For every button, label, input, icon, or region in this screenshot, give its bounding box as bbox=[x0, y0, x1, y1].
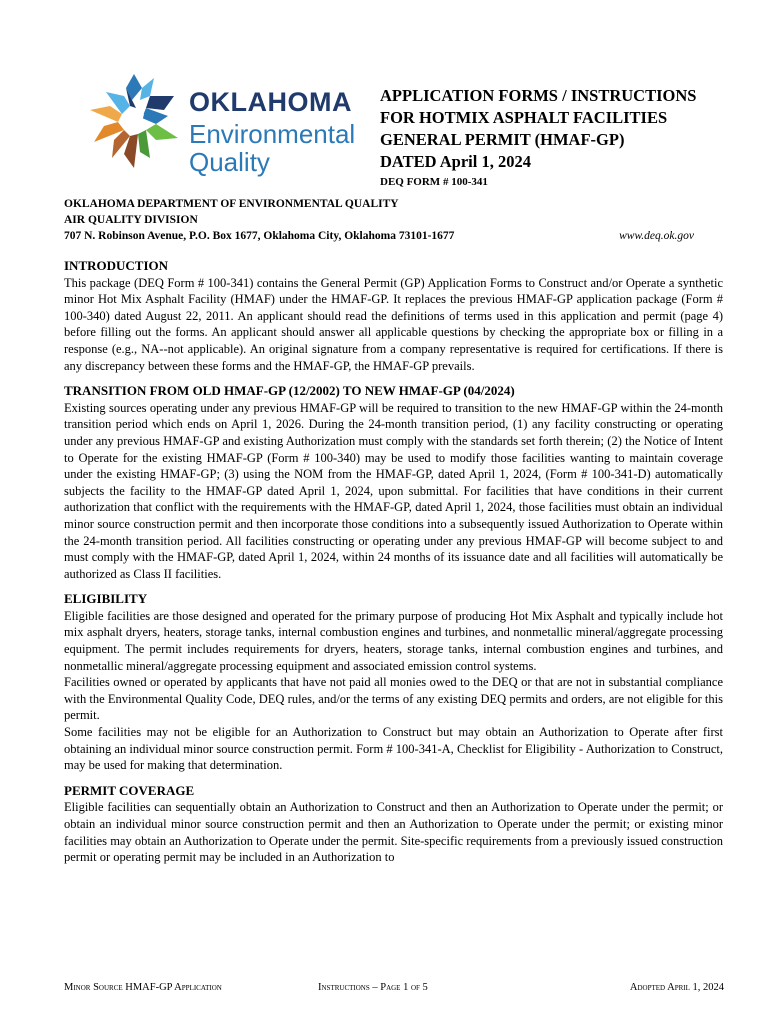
section-paragraph: Some facilities may not be eligible for an Authorization to Construct but may obtain an Authorization to Operate after first obtaining an individual minor source construction permit. Form # 100-341-A, Checklist for Eligibility - Authorization to Construct, may be used for making that determination. bbox=[64, 725, 723, 773]
agency-block bbox=[64, 196, 694, 244]
footer-page-number: Instructions – Page 1 of 5 bbox=[318, 982, 428, 993]
agency-division: AIR QUALITY DIVISION bbox=[64, 214, 198, 226]
title-line-1: APPLICATION FORMS / INSTRUCTIONS bbox=[380, 86, 697, 105]
form-number: DEQ FORM # 100-341 bbox=[380, 176, 488, 188]
section-introduction bbox=[64, 258, 723, 374]
agency-website-link[interactable]: www.deq.ok.gov bbox=[619, 230, 694, 242]
title-line-2: FOR HOTMIX ASPHALT FACILITIES bbox=[380, 108, 668, 127]
title-line-3: GENERAL PERMIT (HMAF-GP) bbox=[380, 130, 625, 149]
agency-address: 707 N. Robinson Avenue, P.O. Box 1677, Oklahoma City, Oklahoma 73101-1677 bbox=[64, 230, 455, 242]
footer-left: Minor Source HMAF-GP Application bbox=[64, 982, 222, 993]
section-heading: ELIGIBILITY bbox=[64, 591, 148, 607]
section-permit-coverage bbox=[64, 783, 723, 866]
section-heading: TRANSITION FROM OLD HMAF-GP (12/2002) TO NEW HMAF-GP (04/2024) bbox=[64, 383, 515, 399]
document-body bbox=[64, 258, 723, 875]
section-paragraph: Facilities owned or operated by applicants that have not paid all monies owed to the DEQ or that are not in substantial compliance with the Environmental Quality Code, DEQ rules, and/or the terms of any existing DEQ permits and orders, are not eligible for this permit. bbox=[64, 675, 723, 723]
section-paragraph: Eligible facilities are those designed and operated for the primary purpose of producing Hot Mix Asphalt and typically include hot mix asphalt dryers, heaters, storage tanks, internal combustion engines and turbines, and nonmetallic mineral/aggregate processing equipment. The permit includes requirements for dryers, heaters, storage tanks, internal combustion engines and turbines, and nonmetallic mineral/aggregate processing equipment and associated emission control systems. bbox=[64, 608, 723, 673]
title-line-4: DATED April 1, 2024 bbox=[380, 152, 531, 171]
logo-oklahoma: OKLAHOMA bbox=[189, 87, 352, 117]
deq-logo bbox=[84, 74, 384, 176]
agency-name: OKLAHOMA DEPARTMENT OF ENVIRONMENTAL QUALITY bbox=[64, 198, 399, 210]
section-paragraph: Eligible facilities can sequentially obtain an Authorization to Construct and then an Authorization to Operate under the permit; or obtain an individual minor source construction permit and then an Authorization to Operate under the permit; or existing minor facilities may obtain an Authorization to Operate under the permit. Site-specific requirements from a previously issued construction permit or operating permit may be included in an Authorization to bbox=[64, 800, 723, 865]
section-paragraph: This package (DEQ Form # 100-341) contains the General Permit (GP) Application Forms to Construct and/or Operate a synthetic minor Hot Mix Asphalt Facility (HMAF) under the HMAF-GP. It replaces the previous HMAF-GP application package (Form # 100-340) dated August 22, 2011. An applicant should read the definitions of terms used in this application and permit (page 4) before filling out the forms. An applicant should answer all applicable questions by checking the appropriate box or filling in a response (e.g., NA--not applicable). An original signature from a company representative is required for certifications. If there is any discrepancy between these forms and the HMAF-GP, the HMAF-GP prevails. bbox=[64, 275, 723, 373]
logo-environmental: Environmental bbox=[189, 119, 356, 149]
document-title bbox=[380, 85, 740, 188]
section-paragraph: Existing sources operating under any previous HMAF-GP will be required to transition to the new HMAF-GP within the 24-month transition period which ends on April 1, 2026. During the 24-month transition period, (1) any facility constructing or operating under any previous HMAF-GP and existing Authorization must comply with the standards set forth therein; (2) the Notice of Intent to Operate for the existing HMAF-GP (Form # 100-340) may be used to modify those facilities wanting to maintain coverage under the existing HMAF-GP; (3) using the NOM from the HMAF-GP, dated April 1, 2024, (Form # 100-341-D) automatically subjects the facility to the HMAF-GP dated April 1, 2024, upon submittal. For facilities that have conditions in their current authorization that conflict with the requirements with the HMAF-GP, dated April 1, 2024, those facilities must obtain an individual minor source construction permit and then incorporate those conditions into a subsequently issued Authorization to Operate within the 24-month transition period. All facilities constructing or operating under any previous HMAF-GP will become subject to and must comply with the HMAF-GP, dated April 1, 2024, within 24 months of its issuance date and all facilities will automatically be authorized as Class II facilities. bbox=[64, 400, 723, 581]
logo-quality: Quality bbox=[189, 147, 270, 177]
section-heading: INTRODUCTION bbox=[64, 258, 169, 273]
section-heading: PERMIT COVERAGE bbox=[64, 782, 195, 798]
section-eligibility bbox=[64, 591, 723, 774]
footer-adopted-date: Adopted April 1, 2024 bbox=[629, 982, 724, 993]
star-logo-icon bbox=[84, 74, 186, 176]
section-transition bbox=[64, 383, 723, 582]
